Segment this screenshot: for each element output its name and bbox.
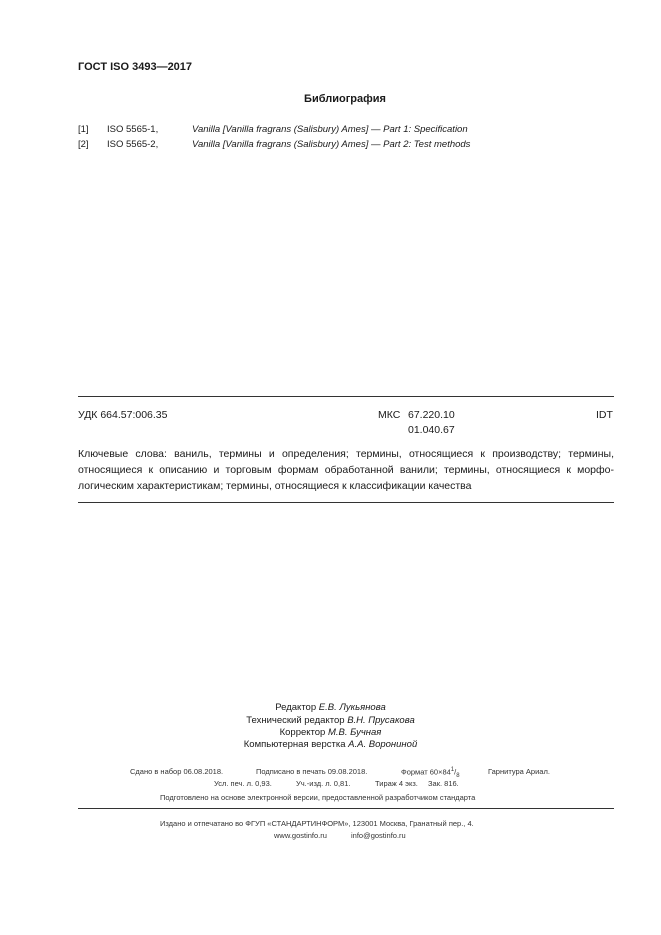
keywords-paragraph: [78, 446, 614, 494]
imprint-run: Тираж 4 экз.: [375, 779, 418, 788]
keywords-line: относящиеся к описанию и торговым формам обработанной ванили; термины, относящиеся к морфо-: [78, 464, 614, 476]
ref-title: Vanilla [Vanilla fragrans (Salisbury) Ames] — Part 2: Test methods: [192, 139, 471, 150]
imprint-submitted: Сдано в набор 06.08.2018.: [130, 767, 224, 776]
imprint-publisher: Издано и отпечатано во ФГУП «СТАНДАРТИНФОРМ», 123001 Москва, Гранатный пер., 4.: [160, 819, 474, 828]
imprint-signed: Подписано в печать 09.08.2018.: [256, 767, 368, 776]
divider-top: [78, 396, 614, 397]
keywords-line: Ключевые слова: ваниль, термины и определения; термины, относящиеся к производству; термины,: [78, 448, 614, 460]
imprint-font: Гарнитура Ариал.: [488, 767, 550, 776]
corrector-name: М.В. Бучная: [327, 727, 382, 738]
mks-code-2: 01.040.67: [408, 424, 455, 436]
staff-layout: [0, 739, 661, 750]
layout-name: А.А. Ворониной: [348, 739, 418, 750]
mks-label: МКС: [378, 409, 401, 421]
udk-code: УДК 664.57:006.35: [78, 409, 168, 421]
publisher-website: www.gostinfo.ru: [274, 831, 327, 840]
ref-code: ISO 5565-1,: [107, 124, 159, 135]
layout-role: Компьютерная верстка: [243, 739, 346, 750]
staff-corrector: [0, 727, 661, 738]
mks-code-1: 67.220.10: [408, 409, 455, 421]
divider-bottom: [78, 502, 614, 503]
ref-number: [1]: [78, 124, 89, 135]
imprint-pub-sheets: Уч.-изд. л. 0,81.: [296, 779, 351, 788]
editor-name: Е.В. Лукьянова: [318, 702, 386, 713]
editor-role: Редактор: [275, 702, 317, 713]
keywords-line: логическим характеристикам; термины, относящиеся к классификации качества: [78, 480, 472, 492]
document-header: ГОСТ ISO 3493—2017: [78, 61, 193, 73]
idt-label: IDT: [596, 409, 613, 421]
tech-editor-role: Технический редактор: [246, 715, 345, 726]
tech-editor-name: В.Н. Прусакова: [347, 715, 415, 726]
imprint-print-sheets: Усл. печ. л. 0,93.: [214, 779, 272, 788]
corrector-role: Корректор: [279, 727, 326, 738]
ref-code: ISO 5565-2,: [107, 139, 159, 150]
publisher-email: info@gostinfo.ru: [351, 831, 406, 840]
ref-title: Vanilla [Vanilla fragrans (Salisbury) Ames] — Part 1: Specification: [192, 124, 468, 135]
staff-tech-editor: [0, 715, 661, 726]
staff-editor: [0, 702, 661, 713]
divider-imprint: [78, 808, 614, 809]
bibliography-title: Библиография: [304, 93, 386, 105]
ref-number: [2]: [78, 139, 89, 150]
imprint-prepared: Подготовлено на основе электронной версии, предоставленной разработчиком стандарта: [160, 793, 476, 802]
imprint-order: Зак. 816.: [428, 779, 459, 788]
imprint-format: Формат $60\times 84^1/_8$: [401, 767, 460, 779]
